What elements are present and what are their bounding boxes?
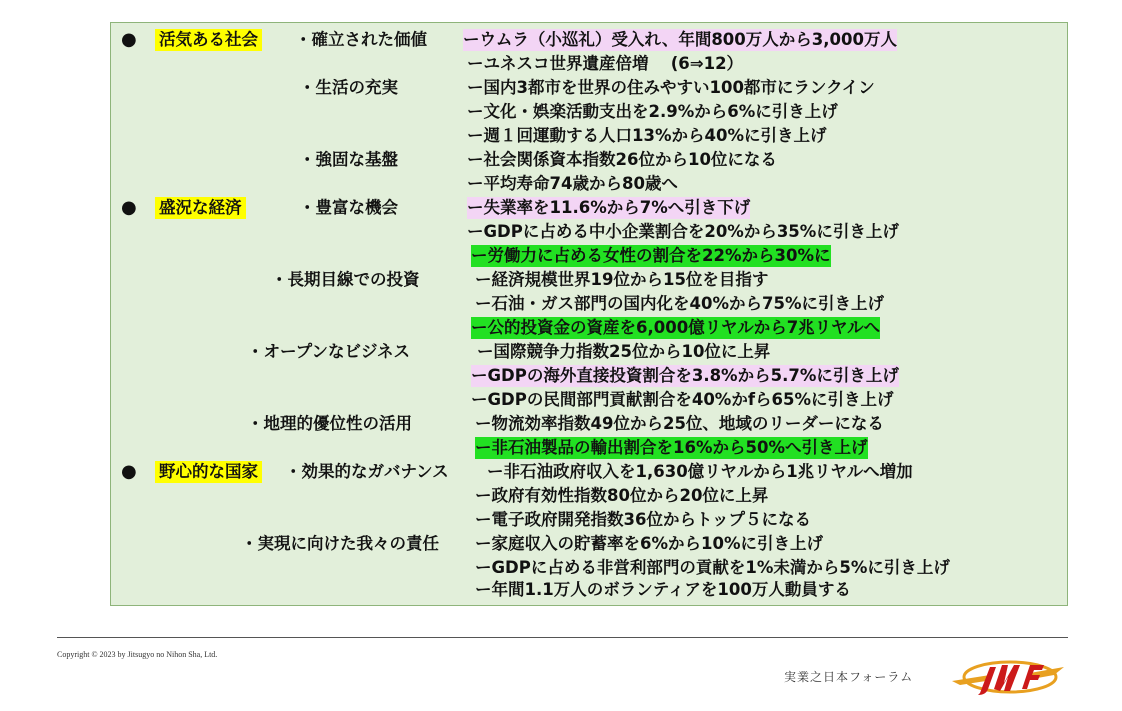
goal-item: ー公的投資金の資産を6,000億リヤルから7兆リヤルへ <box>471 318 881 337</box>
goal-item: ーウムラ（小巡礼）受入れ、年間800万人から3,000万人 <box>463 30 897 49</box>
section-title-economy: 盛況な経済 <box>155 197 246 219</box>
goal-item: ーGDPに占める非営利部門の貢献を1%未満から5%に引き上げ <box>475 558 950 577</box>
footer-divider <box>57 637 1068 638</box>
theme-label: ・豊富な機会 <box>299 198 398 217</box>
goal-item: ー政府有効性指数80位から20位に上昇 <box>475 486 769 505</box>
goal-item: ー経済規模世界19位から15位を目指す <box>475 270 769 289</box>
goal-item: ー電子政府開発指数36位からトップ５になる <box>475 510 811 529</box>
theme-label: ・実現に向けた我々の責任 <box>241 534 439 553</box>
goal-item: ー週１回運動する人口13%から40%に引き上げ <box>467 126 827 145</box>
goal-item: ー年間1.1万人のボランティアを100万人動員する <box>475 580 851 599</box>
goal-item: ー平均寿命74歳から80歳へ <box>467 174 678 193</box>
goal-item: ー石油・ガス部門の国内化を40%から75%に引き上げ <box>475 294 884 313</box>
goal-item: ー国内3都市を世界の住みやすい100都市にランクイン <box>467 78 875 97</box>
theme-label: ・強固な基盤 <box>299 150 398 169</box>
section-bullet: ● <box>121 29 137 50</box>
goal-item: ー文化・娯楽活動支出を2.9%から6%に引き上げ <box>467 102 838 121</box>
jnf-winged-logo-icon <box>950 657 1066 699</box>
goal-item: ー失業率を11.6%から7%へ引き下げ <box>467 198 751 217</box>
content-panel <box>110 22 1068 606</box>
goal-item: ー国際競争力指数25位から10位に上昇 <box>477 342 771 361</box>
forum-name: 実業之日本フォーラム <box>784 670 914 684</box>
section-title-nation: 野心的な国家 <box>155 461 262 483</box>
theme-label: ・確立された価値 <box>295 30 427 49</box>
goal-item: ー社会関係資本指数26位から10位になる <box>467 150 777 169</box>
section-bullet: ● <box>121 197 137 218</box>
goal-item: ー家庭収入の貯蓄率を6%から10%に引き上げ <box>475 534 824 553</box>
section-title-society: 活気ある社会 <box>155 29 262 51</box>
theme-label: ・長期目線での投資 <box>271 270 420 289</box>
section-bullet: ● <box>121 461 137 482</box>
theme-label: ・生活の充実 <box>299 78 398 97</box>
copyright-text: Copyright © 2023 by Jitsugyo no Nihon Sha, Ltd. <box>57 650 218 659</box>
goal-item: ーGDPに占める中小企業割合を20%から35%に引き上げ <box>467 222 899 241</box>
goal-item: ー労働力に占める女性の割合を22%から30%に <box>471 246 831 265</box>
goal-item: ーユネスコ世界遺産倍増 (6⇒12） <box>467 54 744 73</box>
goal-item: ーGDPの海外直接投資割合を3.8%から5.7%に引き上げ <box>471 366 899 385</box>
goal-item: ーGDPの民間部門貢献割合を40%かfら65%に引き上げ <box>471 390 894 409</box>
goal-item: ー非石油政府収入を1,630億リヤルから1兆リヤルへ増加 <box>487 462 913 481</box>
theme-label: ・地理的優位性の活用 <box>247 414 412 433</box>
goal-item: ー非石油製品の輸出割合を16%から50%へ引き上げ <box>475 438 868 457</box>
goal-item: ー物流効率指数49位から25位、地域のリーダーになる <box>475 414 884 433</box>
theme-label: ・オープンなビジネス <box>247 342 411 361</box>
theme-label: ・効果的なガバナンス <box>285 462 449 481</box>
